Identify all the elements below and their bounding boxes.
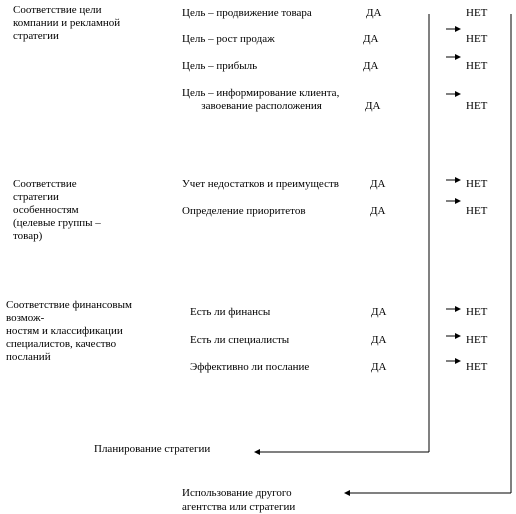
question-priorities: Определение приоритетов: [182, 205, 306, 217]
question-pros-cons: Учет недостатков и преимуществ: [182, 178, 339, 190]
answer-yes: ДА: [371, 334, 387, 346]
answer-yes: ДА: [371, 361, 387, 373]
answer-yes: ДА: [371, 306, 387, 318]
answer-yes: ДА: [363, 33, 379, 45]
answer-no: НЕТ: [466, 205, 488, 217]
outcome-other-agency: Использование другого агентства или стратегии: [182, 487, 296, 513]
answer-yes: ДА: [366, 7, 382, 19]
outcome-strategy-planning: Планирование стратегии: [94, 443, 211, 455]
answer-no: НЕТ: [466, 33, 488, 45]
answer-no: НЕТ: [466, 361, 488, 373]
question-promotion: Цель – продвижение товара: [182, 7, 312, 19]
question-sales-growth: Цель – рост продаж: [182, 33, 275, 45]
question-specialists: Есть ли специалисты: [190, 334, 290, 346]
question-inform-client: Цель – информирование клиента, завоевание расположения: [182, 87, 340, 112]
answer-no: НЕТ: [466, 100, 488, 112]
answer-no: НЕТ: [466, 334, 488, 346]
question-finance: Есть ли финансы: [190, 306, 271, 318]
group-label-features: Соответствие стратегии особенностям (целевые группы – товар): [13, 178, 101, 242]
group-label-finance: Соответствие финансовым возмож- ностям и классификации специалистов, качество посланий: [6, 299, 132, 363]
answer-no: НЕТ: [466, 7, 488, 19]
question-message-effective: Эффективно ли послание: [190, 361, 310, 373]
group-label-goals: Соответствие цели компании и рекламной стратегии: [13, 4, 121, 42]
answer-yes: ДА: [370, 178, 386, 190]
answer-no: НЕТ: [466, 306, 488, 318]
answer-yes: ДА: [363, 60, 379, 72]
answer-no: НЕТ: [466, 60, 488, 72]
answer-yes: ДА: [370, 205, 386, 217]
answer-yes: ДА: [365, 100, 381, 112]
answer-no: НЕТ: [466, 178, 488, 190]
question-profit: Цель – прибыль: [182, 60, 258, 72]
